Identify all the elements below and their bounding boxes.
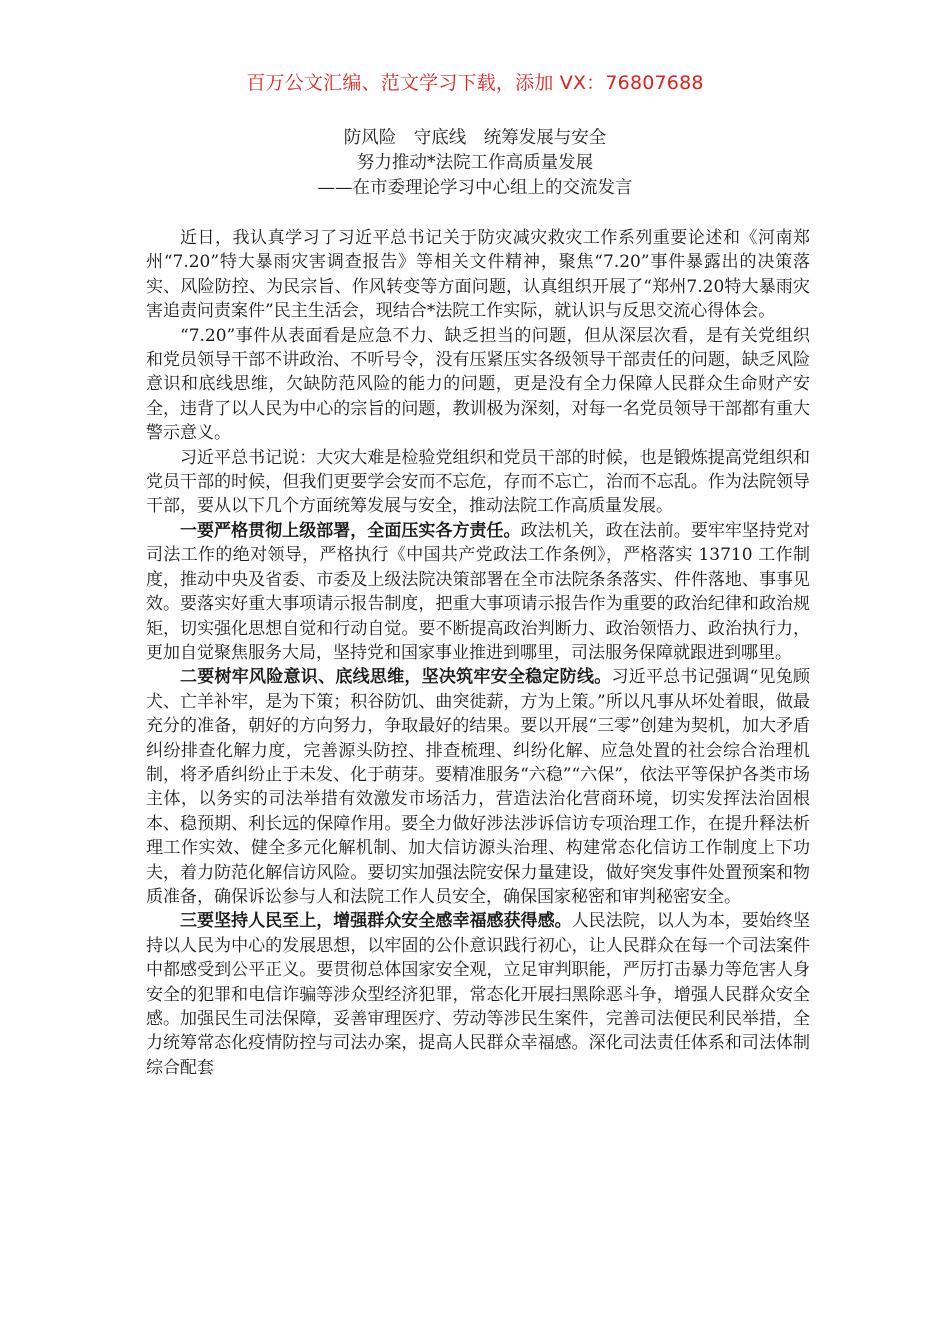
paragraph-3 xyxy=(146,446,810,519)
title-line-2: 努力推动*法院工作高质量发展 xyxy=(356,153,594,173)
paragraph-heading: 三要坚持人民至上，增强群众安全感幸福感获得感。 xyxy=(180,911,572,932)
paragraph-text: 习近平总书记说：大灾大难是检验党组织和党员干部的时候，也是锻炼提高党组织和党员干部的时候，但我们更要学会安而不忘危，存而不忘亡，治而不忘乱。作为法院领导干部，要从以下几个方面统筹发展与安全，推动法院工作高质量发展。 xyxy=(146,447,810,517)
paragraph-text: “7.20”事件从表面看是应急不力、缺乏担当的问题，但从深层次看，是有关党组织和党员领导干部不讲政治、不听号令，没有压紧压实各级领导干部责任的问题，缺乏风险意识和底线思维，欠缺防范风险的能力的问题，更是没有全力保障人民群众生命财产安全，违背了以人民为中心的宗旨的问题，教训极为深刻，对每一名党员领导干部都有重大警示意义。 xyxy=(146,325,810,444)
paragraph-heading: 二要树牢风险意识、底线思维，坚决筑牢安全稳定防线。 xyxy=(180,667,612,688)
watermark-banner: 百万公文汇编、范文学习下载，添加 VX：76807688 xyxy=(246,72,704,94)
subtitle-line: ——在市委理论学习中心组上的交流发言 xyxy=(317,178,633,198)
paragraph-6 xyxy=(146,909,810,1080)
paragraph-text: 政法机关，政在法前。要牢牢坚持党对司法工作的绝对领导，严格执行《中国共产党政法工作条例》，严格落实 13710 工作制度，推动中央及省委、市委及上级法院决策部署在全市法院条条落实、件件落地、事事见效。要落实好重大事项请示报告制度，把重大事项请示报告作为重要的政治纪律和政治规矩，切实强化思想自觉和行动自觉。要不断提高政治判断力、政治领悟力、政治执行力，更加自觉聚焦服务大局，坚持党和国家事业推进到哪里，司法服务保障就跟进到哪里。 xyxy=(146,520,811,663)
paragraph-heading: 一要严格贯彻上级部署，全面压实各方责任。 xyxy=(180,520,521,541)
title-line-1: 防风险 守底线 统筹发展与安全 xyxy=(343,128,607,148)
document-body xyxy=(146,226,810,1080)
paragraph-text: 近日，我认真学习了习近平总书记关于防灾减灾救灾工作系列重要论述和《河南郑州“7.20”特大暴雨灾害调查报告》等相关文件精神，聚焦“7.20”事件暴露出的决策落实、风险防控、为民宗旨、作风转变等方面问题，认真组织开展了“郑州7.20特大暴雨灾害追责问责案件”民主生活会，现结合*法院工作实际，就认识与反思交流心得体会。 xyxy=(146,228,810,322)
paragraph-4 xyxy=(146,519,810,665)
document-title-block xyxy=(0,126,950,201)
paragraph-2 xyxy=(146,324,810,446)
paragraph-5 xyxy=(146,665,810,909)
paragraph-text: 习近平总书记强调“见兔顾犬、亡羊补牢，是为下策；积谷防饥、曲突徙薪，方为上策。”所以凡事从坏处着眼，做最充分的准备，朝好的方向努力，争取最好的结果。要以开展“三零”创建为契机，加大矛盾纠纷排查化解力度，完善源头防控、排查梳理、纠纷化解、应急处置的社会综合治理机制，将矛盾纠纷止于未发、化于萌芽。要精准服务“六稳”“六保”，依法平等保护各类市场主体，以务实的司法举措有效激发市场活力，营造法治化营商环境，切实发挥法治固根本、稳预期、利长远的保障作用。要全力做好涉法涉诉信访专项治理工作，在提升释法析理工作实效、健全多元化解机制、加大信访源头治理、构建常态化信访工作制度上下功夫，着力防范化解信访风险。要切实加强法院安保力量建设，做好突发事件处置预案和物质准备，确保诉讼参与人和法院工作人员安全，确保国家秘密和审判秘密安全。 xyxy=(146,667,811,907)
paragraph-1 xyxy=(146,226,810,324)
paragraph-text: 人民法院，以人为本，要始终坚持以人民为中心的发展思想，以牢固的公仆意识践行初心，让人民群众在每一个司法案件中都感受到公平正义。要贯彻总体国家安全观，立足审判职能，严厉打击暴力等危害人身安全的犯罪和电信诈骗等涉众型经济犯罪，常态化开展扫黑除恶斗争，增强人民群众安全感。加强民生司法保障，妥善审理医疗、劳动等涉民生案件，完善司法便民利民举措，全力统筹常态化疫情防控与司法办案，提高人民群众幸福感。深化司法责任体系和司法体制综合配套 xyxy=(146,911,811,1078)
